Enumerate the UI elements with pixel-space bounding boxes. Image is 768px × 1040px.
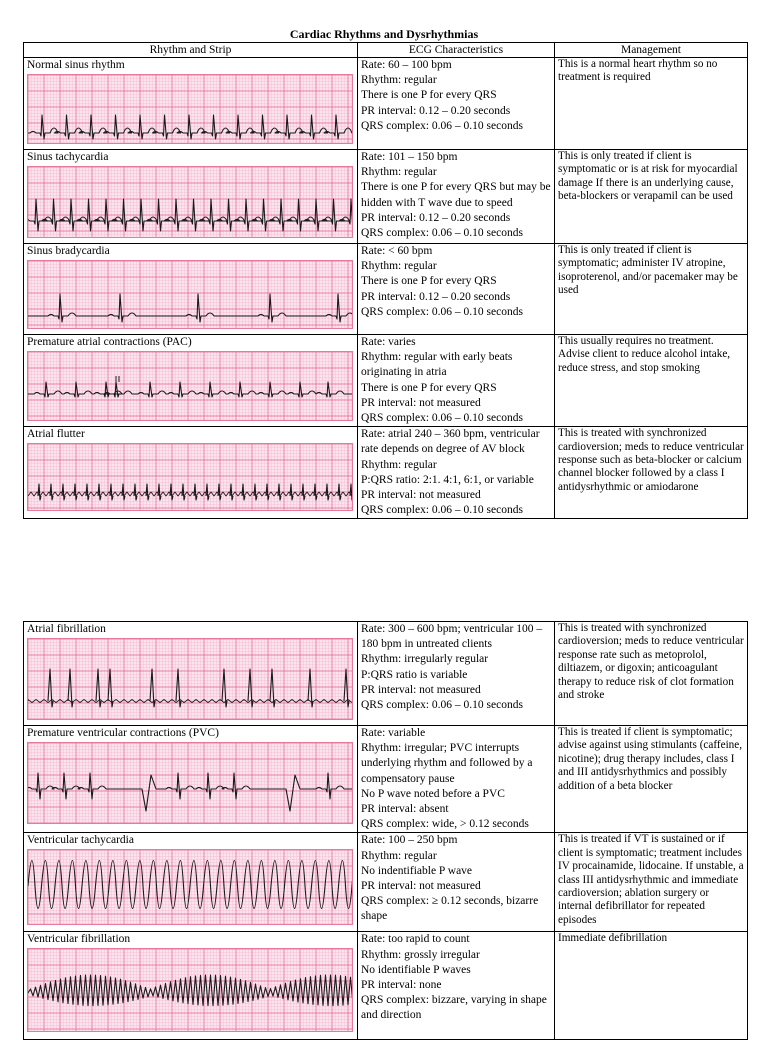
characteristic-line: QRS complex: 0.06 – 0.10 seconds <box>361 119 523 132</box>
rhythm-name: Premature atrial contractions (PAC) <box>27 336 192 348</box>
ecg-strip-pvc <box>27 742 353 824</box>
rhythm-name: Ventricular tachycardia <box>27 834 134 847</box>
characteristic-line: Rate: 100 – 250 bpm <box>361 834 458 847</box>
table-row-normal-sinus <box>24 58 748 150</box>
management-cell <box>555 244 748 335</box>
rhythm-cell <box>24 150 358 244</box>
management-cell <box>555 833 748 932</box>
ecg-strip-pac <box>27 351 353 421</box>
rhythm-table-top <box>23 42 748 519</box>
rhythm-name: Premature ventricular contractions (PVC) <box>27 727 219 739</box>
ecg-strip-sinus-bradycardia <box>27 260 353 329</box>
ecg-grid-background <box>28 444 353 511</box>
characteristic-line: PR interval: absent <box>361 803 449 816</box>
rhythm-name: Atrial flutter <box>27 428 85 441</box>
rhythm-cell <box>24 427 358 519</box>
management-text: This is a normal heart rhythm so no treatment is required <box>558 58 718 84</box>
characteristic-line: Rhythm: regular <box>361 166 437 179</box>
ecg-grid-background <box>28 167 353 238</box>
rhythm-cell <box>24 726 358 833</box>
rhythm-cell <box>24 335 358 427</box>
characteristic-line: PR interval: 0.12 – 0.20 seconds <box>361 211 511 224</box>
characteristic-line: QRS complex: 0.06 – 0.10 seconds <box>361 227 523 240</box>
ecg-strip-atrial-flutter <box>27 443 353 511</box>
rhythm-table-bottom <box>23 621 748 1040</box>
characteristic-line: There is one P for every QRS <box>361 381 497 394</box>
rhythm-cell <box>24 58 358 150</box>
table-header-row <box>24 43 748 58</box>
characteristic-line: Rhythm: irregularly regular <box>361 653 489 666</box>
management-text: This usually requires no treatment. Advise client to reduce alcohol intake, reduce stress, and stop smoking <box>558 335 731 374</box>
characteristic-line: No P wave noted before a PVC <box>361 787 505 800</box>
management-text: This is treated if client is symptomatic; advise against using stimulants (caffeine, nicotine); drug therapy includes, class I and III antidysrhythmics and possibly addition of a beta blocker <box>558 726 743 792</box>
characteristic-line: Rhythm: irregular; PVC interrupts underlying rhythm and followed by a compensatory pause <box>361 742 533 785</box>
table-row-atrial-fibrillation <box>24 622 748 726</box>
management-cell <box>555 622 748 726</box>
characteristic-line: No indentifiable P wave <box>361 864 473 877</box>
management-text: This is treated with synchronized cardioversion; meds to reduce ventricular response such as beta-blocker or calcium channel blocker followed by a class I antidysrhythmic or amiodarone <box>558 427 744 493</box>
rhythm-name: Atrial fibrillation <box>27 623 106 635</box>
characteristic-line: Rhythm: regular with early beats originating in atria <box>361 351 513 379</box>
management-text: This is treated if VT is sustained or if client is symptomatic; treatment includes IV procainamide, lidocaine. If unstable, a class III antidysrhythmic and immediate cardioversion; ablation surgery or internal defibrillator for repeated episodes <box>558 833 744 926</box>
ecg-characteristics-cell <box>358 150 555 244</box>
management-text: Immediate defibrillation <box>558 932 668 945</box>
characteristic-line: PR interval: not measured <box>361 880 481 893</box>
characteristic-line: PR interval: 0.12 – 0.20 seconds <box>361 104 511 117</box>
characteristic-line: PR interval: not measured <box>361 489 481 502</box>
rhythm-cell <box>24 244 358 335</box>
characteristic-line: Rhythm: regular <box>361 74 437 87</box>
characteristic-line: QRS complex: bizzare, varying in shape and direction <box>361 994 547 1022</box>
ecg-grid-background <box>28 743 353 824</box>
header-rhythm-strip: Rhythm and Strip <box>24 43 358 58</box>
characteristic-line: P:QRS ratio is variable <box>361 668 468 681</box>
management-cell <box>555 726 748 833</box>
characteristic-line: Rhythm: regular <box>361 849 437 862</box>
characteristic-line: Rhythm: grossly irregular <box>361 948 480 961</box>
ecg-strip-ventricular-tachycardia <box>27 849 353 925</box>
management-cell <box>555 150 748 244</box>
table-row-pac <box>24 335 748 427</box>
characteristic-line: PR interval: 0.12 – 0.20 seconds <box>361 290 511 303</box>
rhythm-name: Normal sinus rhythm <box>27 59 125 71</box>
ecg-strip-normal-sinus <box>27 74 353 144</box>
characteristic-line: Rate: < 60 bpm <box>361 245 433 257</box>
ecg-characteristics-cell <box>358 58 555 150</box>
ecg-grid-background <box>28 639 353 720</box>
rhythm-name: Sinus tachycardia <box>27 151 109 163</box>
management-cell <box>555 427 748 519</box>
characteristic-line: Rate: too rapid to count <box>361 933 470 946</box>
ecg-characteristics-cell <box>358 833 555 932</box>
rhythm-cell <box>24 622 358 726</box>
header-management: Management <box>555 43 748 58</box>
ecg-characteristics-cell <box>358 335 555 427</box>
characteristic-line: Rhythm: regular <box>361 458 437 471</box>
management-text: This is treated with synchronized cardioversion; meds to reduce ventricular response rate such as metoprolol, diltiazem, or digoxin; anticoagulant therapy to reduce risk of clot formation and stroke <box>558 622 744 702</box>
characteristic-line: Rate: varies <box>361 336 416 348</box>
characteristic-line: There is one P for every QRS but may be hidden with T wave due to speed <box>361 181 551 209</box>
ecg-strip-ventricular-fibrillation <box>27 948 353 1032</box>
characteristic-line: Rate: 60 – 100 bpm <box>361 59 452 71</box>
characteristic-line: PR interval: not measured <box>361 683 481 696</box>
characteristic-line: Rhythm: regular <box>361 260 437 273</box>
management-text: This is only treated if client is symptomatic or is at risk for myocardial damage If there is an underlying cause, beta-blockers or verapamil can be used <box>558 150 738 203</box>
ecg-characteristics-cell <box>358 726 555 833</box>
management-text: This is only treated if client is symptomatic; administer IV atropine, isoproterenol, and/or pacemaker may be used <box>558 244 738 297</box>
characteristic-line: QRS complex: 0.06 – 0.10 seconds <box>361 412 523 425</box>
ecg-strip-sinus-tachycardia <box>27 166 353 238</box>
ecg-characteristics-cell <box>358 244 555 335</box>
characteristic-line: QRS complex: 0.06 – 0.10 seconds <box>361 305 523 318</box>
characteristic-line: QRS complex: ≥ 0.12 seconds, bizarre shape <box>361 895 539 923</box>
characteristic-line: P:QRS ratio: 2:1. 4:1, 6:1, or variable <box>361 473 534 486</box>
characteristic-line: Rate: atrial 240 – 360 bpm, ventricular rate depends on degree of AV block <box>361 428 540 456</box>
characteristic-line: Rate: 300 – 600 bpm; ventricular 100 – 180 bpm in untreated clients <box>361 623 543 651</box>
characteristic-line: There is one P for every QRS <box>361 275 497 288</box>
table-row-sinus-tachycardia <box>24 150 748 244</box>
table-row-ventricular-tachycardia <box>24 833 748 932</box>
header-ecg-characteristics: ECG Characteristics <box>358 43 555 58</box>
table-row-pvc <box>24 726 748 833</box>
characteristic-line: PR interval: not measured <box>361 396 481 409</box>
characteristic-line: There is one P for every QRS <box>361 89 497 102</box>
characteristic-line: QRS complex: wide, > 0.12 seconds <box>361 818 529 831</box>
characteristic-line: Rate: 101 – 150 bpm <box>361 151 458 163</box>
table-row-sinus-bradycardia <box>24 244 748 335</box>
document-title: Cardiac Rhythms and Dysrhythmias <box>289 27 479 41</box>
characteristic-line: PR interval: none <box>361 979 442 992</box>
characteristic-line: QRS complex: 0.06 – 0.10 seconds <box>361 504 523 517</box>
table-row-atrial-flutter <box>24 427 748 519</box>
characteristic-line: QRS complex: 0.06 – 0.10 seconds <box>361 699 523 712</box>
characteristic-line: No identifiable P waves <box>361 963 471 976</box>
characteristic-line: Rate: variable <box>361 727 426 739</box>
rhythm-cell <box>24 833 358 932</box>
rhythm-name: Sinus bradycardia <box>27 245 110 257</box>
ecg-characteristics-cell <box>358 622 555 726</box>
ecg-strip-atrial-fibrillation <box>27 638 353 720</box>
management-cell <box>555 58 748 150</box>
ecg-characteristics-cell <box>358 427 555 519</box>
management-cell <box>555 335 748 427</box>
rhythm-name: Ventricular fibrillation <box>27 933 131 946</box>
